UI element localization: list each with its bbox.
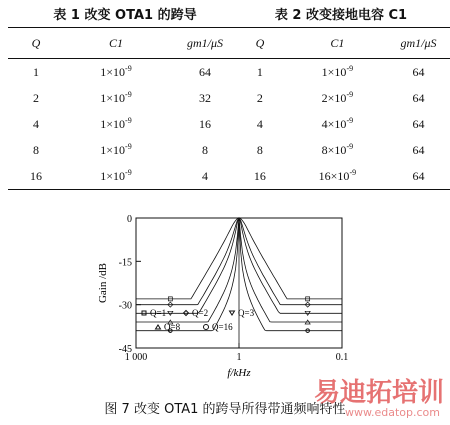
cell-c1: $4\times 10^{-9}$ — [321, 116, 354, 131]
x-tick-label: 0.1 — [335, 352, 349, 363]
legend-label: Q=2 — [192, 308, 209, 318]
table-row — [8, 111, 242, 137]
cell-c1: $1\times 10^{-9}$ — [100, 64, 132, 79]
table-row — [8, 85, 242, 111]
x-tick-label: 1 — [236, 352, 242, 363]
cell-q: 1 — [33, 64, 39, 79]
cell-c1: $1\times 10^{-9}$ — [100, 90, 132, 105]
header-c1: C1 — [330, 35, 345, 50]
cell-gm1: 64 — [412, 116, 425, 131]
y-tick-label: -45 — [118, 344, 132, 355]
cell-q: 4 — [33, 116, 39, 131]
table-2-grid — [232, 27, 450, 190]
cell-q: 4 — [256, 116, 263, 131]
legend-label: Q=1 — [150, 308, 167, 318]
cell-c1: $1\times 10^{-9}$ — [100, 116, 132, 131]
watermark-url: www.edatop.com — [345, 406, 440, 419]
table-row — [232, 85, 450, 111]
cell-c1: $1\times 10^{-9}$ — [321, 64, 354, 79]
x-axis-label: f/kHz — [227, 367, 251, 379]
table-row — [232, 137, 450, 163]
table-row — [8, 59, 242, 86]
header-c1: C1 — [108, 35, 123, 50]
cell-c1: $16\times 10^{-9}$ — [318, 168, 357, 183]
y-axis-label: Gain /dB — [97, 262, 109, 304]
table-row — [8, 163, 242, 190]
cell-gm1: 16 — [199, 116, 211, 131]
y-tick-label: -15 — [118, 257, 132, 269]
header-gm1: gm1/μS — [186, 35, 224, 50]
cell-gm1: 64 — [412, 64, 425, 79]
table-1 — [8, 4, 242, 190]
figure-caption: 图 7 改变 OTA1 的跨导所得带通频响特性 — [104, 402, 346, 417]
cell-c1: $1\times 10^{-9}$ — [100, 142, 132, 157]
cell-q: 1 — [256, 64, 263, 79]
cell-c1: $8\times 10^{-9}$ — [321, 142, 354, 157]
header-q: Q — [255, 35, 265, 50]
table-1-grid — [8, 27, 242, 190]
cell-c1: $2\times 10^{-9}$ — [321, 90, 354, 105]
bandpass-frequency-response-chart — [86, 200, 366, 396]
cell-q: 2 — [33, 90, 39, 105]
legend-marker — [156, 325, 161, 329]
cell-q: 16 — [253, 168, 266, 183]
legend-label: Q=8 — [164, 322, 181, 332]
x-tick-label: 1 000 — [124, 352, 148, 363]
legend-marker — [204, 325, 209, 330]
cell-gm1: 32 — [199, 90, 211, 105]
table-row — [232, 163, 450, 190]
table-row — [232, 111, 450, 137]
cell-gm1: 64 — [412, 90, 425, 105]
cell-c1: $1\times 10^{-9}$ — [100, 168, 132, 183]
legend-marker — [230, 311, 235, 315]
table-2-title: 表 2 改变接地电容 C1 — [274, 8, 408, 23]
watermark-logo: 易迪拓培训 — [313, 378, 444, 408]
table-row — [232, 59, 450, 86]
table-1-title: 表 1 改变 OTA1 的跨导 — [53, 8, 197, 23]
cell-gm1: 4 — [202, 168, 208, 183]
table-2 — [232, 4, 450, 190]
cell-q: 8 — [33, 142, 39, 157]
cell-gm1: 8 — [202, 142, 208, 157]
y-tick-label: -30 — [118, 300, 132, 312]
legend-label: Q=16 — [212, 322, 233, 332]
legend-label: Q=3 — [238, 308, 255, 318]
table-row — [8, 137, 242, 163]
header-q: Q — [31, 35, 41, 50]
y-tick-label: 0 — [127, 214, 132, 225]
cell-q: 8 — [256, 142, 263, 157]
cell-gm1: 64 — [412, 142, 425, 157]
cell-q: 2 — [256, 90, 263, 105]
cell-gm1: 64 — [199, 64, 211, 79]
header-gm1: gm1/μS — [400, 35, 437, 50]
cell-q: 16 — [30, 168, 42, 183]
cell-gm1: 64 — [412, 168, 425, 183]
